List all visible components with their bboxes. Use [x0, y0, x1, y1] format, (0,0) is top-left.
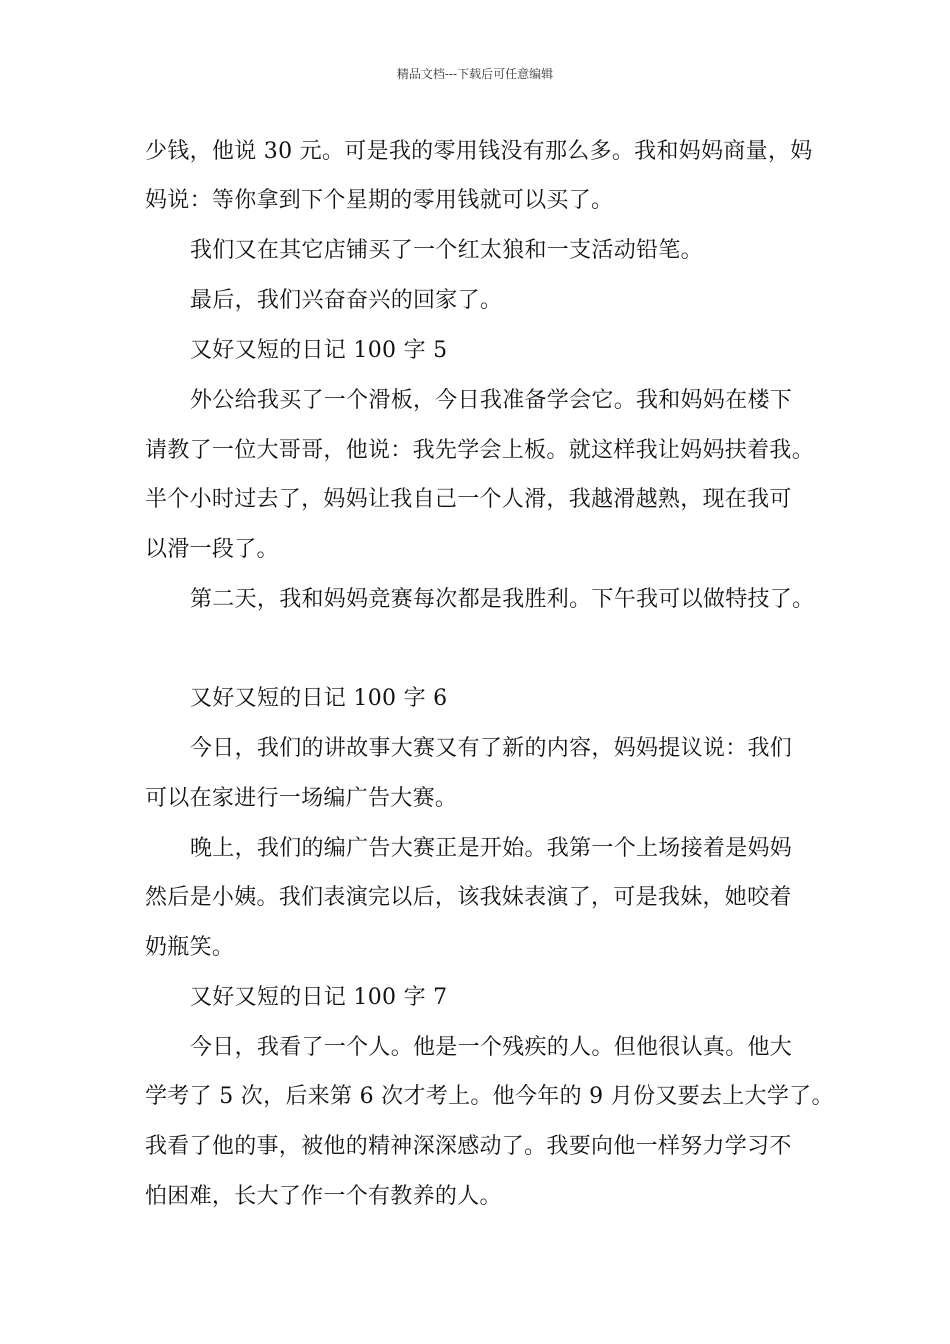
text-line: 最后，我们兴奋奋兴的回家了。 — [190, 288, 503, 313]
text-line: 请教了一位大哥哥，他说：我先学会上板。就这样我让妈妈扶着我。 — [145, 438, 815, 463]
text-line: 我看了他的事，被他的精神深深感动了。我要向他一样努力学习不 — [145, 1134, 792, 1159]
text-line: 今日，我们的讲故事大赛又有了新的内容，妈妈提议说：我们 — [190, 736, 793, 761]
text-line: 学考了 5 次，后来第 6 次才考上。他今年的 9 月份又要去上大学了。 — [145, 1084, 834, 1109]
text-line: 然后是小姨。我们表演完以后，该我妹表演了，可是我妹，她咬着 — [145, 885, 792, 910]
text-line: 可以在家进行一场编广告大赛。 — [145, 786, 458, 811]
text-line: 奶瓶笑。 — [145, 935, 235, 960]
text-line: 半个小时过去了，妈妈让我自己一个人滑，我越滑越熟，现在我可 — [145, 487, 792, 512]
section-heading: 又好又短的日记 100 字 5 — [190, 338, 448, 363]
text-line: 今日，我看了一个人。他是一个残疾的人。但他很认真。他大 — [190, 1035, 793, 1060]
section-heading: 又好又短的日记 100 字 7 — [190, 985, 448, 1010]
text-line: 我们又在其它店铺买了一个红太狼和一支活动铅笔。 — [190, 238, 703, 263]
text-line: 以滑一段了。 — [145, 537, 279, 562]
text-line: 妈说：等你拿到下个星期的零用钱就可以买了。 — [145, 188, 614, 213]
text-line: 少钱，他说 30 元。可是我的零用钱没有那么多。我和妈妈商量，妈 — [145, 139, 813, 164]
page-header: 精品文档---下载后可任意编辑 — [396, 67, 554, 81]
section-heading: 又好又短的日记 100 字 6 — [190, 686, 448, 711]
text-line: 晚上，我们的编广告大赛正是开始。我第一个上场接着是妈妈 — [190, 836, 793, 861]
text-line: 怕困难，长大了作一个有教养的人。 — [145, 1184, 502, 1209]
text-line: 第二天，我和妈妈竞赛每次都是我胜利。下午我可以做特技了。 — [190, 587, 815, 612]
text-line: 外公给我买了一个滑板，今日我准备学会它。我和妈妈在楼下 — [190, 388, 793, 413]
